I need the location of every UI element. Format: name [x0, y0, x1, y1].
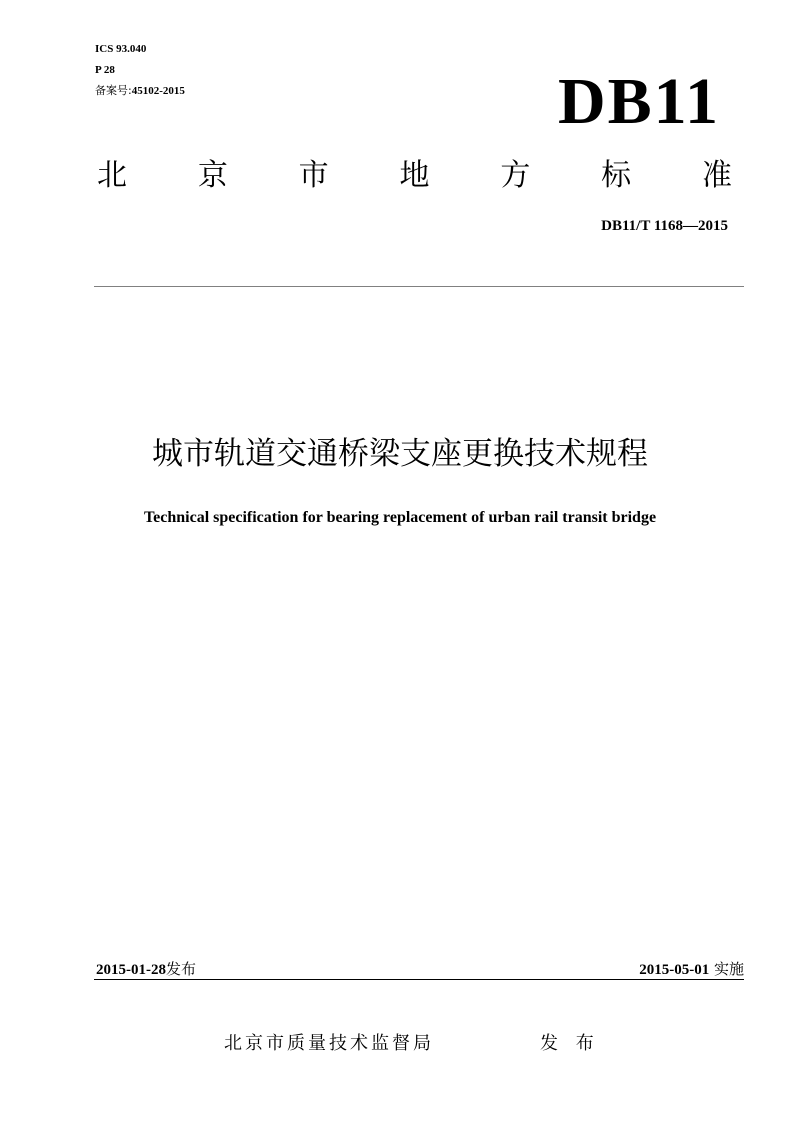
standard-type-char: 市 — [298, 158, 329, 193]
standard-type-char: 北 — [97, 158, 127, 193]
effective-date-line — [639, 958, 744, 981]
effective-label: 实施 — [713, 960, 744, 978]
issue-date-line — [96, 958, 196, 981]
header-divider — [94, 286, 744, 287]
standard-type-row — [97, 156, 732, 196]
standard-type-char: 京 — [197, 158, 228, 193]
standard-prefix: DB11 — [557, 65, 720, 138]
title-chinese: 城市轨道交通桥梁支座更换技术规程 — [152, 436, 648, 472]
publisher-name: 北京市质量技术监督局 — [224, 1033, 434, 1054]
effective-date: 2015-05-01 — [639, 962, 710, 978]
record-number-line — [95, 84, 185, 98]
date-divider — [94, 979, 744, 980]
standard-code: DB11/T 1168—2015 — [601, 218, 728, 234]
ics-code: ICS 93.040 — [95, 43, 147, 55]
ccs-code: P 28 — [95, 64, 115, 76]
standard-type-char: 标 — [601, 158, 632, 193]
title-english: Technical specification for bearing replacement of urban rail transit bridge — [143, 509, 657, 526]
issue-date: 2015-01-28 — [96, 962, 166, 978]
standard-type-char: 准 — [701, 158, 732, 193]
record-label: 备案号: — [95, 84, 132, 97]
standard-type-char: 方 — [500, 158, 531, 193]
issue-label: 发布 — [166, 960, 197, 978]
record-number: 45102-2015 — [131, 85, 185, 97]
standard-type-char: 地 — [399, 158, 430, 193]
publish-label: 发 布 — [540, 1033, 600, 1054]
